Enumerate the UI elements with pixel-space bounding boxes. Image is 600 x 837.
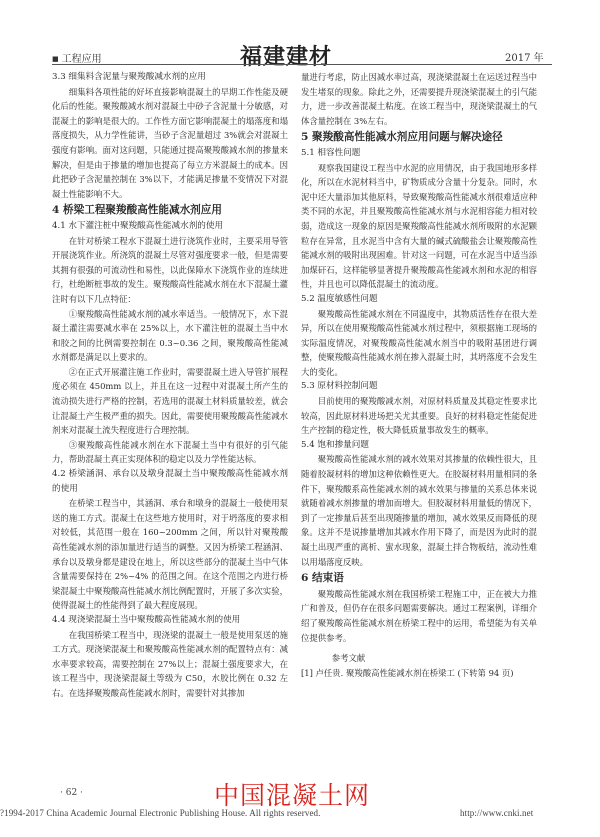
paragraph: ①聚羧酸高性能减水剂的减水率适当。一般情况下，水下混凝土灌注需要减水率在 25%以上，水下灌注桩的混凝土当中水和胶之间的比例需要控制在 0.3~0.36 之间，聚羧酸高性能减水剂都是满足以上要求的。: [52, 308, 288, 363]
paragraph: 观察我国建设工程当中水泥的应用情况，由于我国地形多样化，所以在水泥材料当中，矿物质成分含量十分复杂。同时，水泥中还大量添加其他原料，导致聚羧酸高性能减水剂很难适应种类不同的水泥，并且聚羧酸高性能减水剂与水泥相容能力相对较弱，造成这一现象的原因是聚羧酸高性能减水剂所吸附的水泥颗粒存在异常，且水泥当中含有大量的碱式硫酸盐会让聚羧酸高性能减水剂的吸附出现困难。针对这一问题，可在水泥当中适当添加煤矸石，这样能够显著提升聚羧酸高性能减水剂和水泥的相容性，并且也可以降低混凝土的流动度。: [301, 162, 537, 290]
right-text-column: [301, 70, 537, 680]
paragraph: 在针对桥梁工程水下混凝土进行浇筑作业时，主要采用导管开展浇筑作业。所浇筑的混凝土尽管对强度要求一般，但是需要其拥有很强的可流动性和易性，以此保障水下浇筑作业的连续进行，杜绝断桩事故的发生。聚羧酸高性能减水剂在水下混凝土灌注时有以下几点特征：: [52, 235, 288, 304]
paragraph: 在我国桥梁工程当中，现浇梁的混凝土一般是使用泵送的施工方式。现浇梁混凝土和聚羧酸高性能减水剂的配置特点有：减水率要求较高，需要控制在 27%以上；混凝土强度要求大，在该工程当中，现浇梁混凝土等级为 C50，水胶比例在 0.32 左右。在选择聚羧酸高性能减水剂时，需要针对其掺加: [52, 629, 288, 698]
paragraph: 聚羧酸高性能减水剂在我国桥梁工程施工中，正在被大力推广和普及，但仍存在很多问题需要解决。通过工程案例，详细介绍了聚羧酸高性能减水剂在桥梁工程中的运用，希望能为有关单位提供参考。: [301, 588, 537, 643]
subsection-heading: 3.3 细集料含泥量与聚羧酸减水剂的应用: [52, 72, 206, 82]
paragraph: 聚羧酸高性能减水剂在不同温度中，其物质活性存在很大差异，所以在使用聚羧酸高性能减水剂过程中，须根据施工现场的实际温度情况，对聚羧酸高性能减水剂当中的吸附基团进行调整，使聚羧酸高性能减水剂在掺入混凝土时，其坍落度不会发生大的变化。: [301, 308, 537, 377]
subsection-heading: 5.2 温度敏感性问题: [301, 293, 378, 304]
paragraph: ③聚羧酸高性能减水剂在水下混凝土当中有很好的引气能力，帮助混凝土真正实现体积的稳定以及力学性能达标。: [52, 439, 288, 465]
section-heading: 6 结束语: [301, 572, 344, 585]
paragraph: ②在正式开展灌注施工作业时，需要混凝土进入导管扩展程度必须在 450mm 以上，并且在这一过程中对混凝土所产生的流动损失进行严格的控制，若选用的混凝土材料质量较差，就会让混凝土产生极严重的损失。因此，需要使用聚羧酸高性能减水剂来对混凝土流失程度进行合理控制。: [52, 366, 288, 436]
subsection-heading: 5.3 原材料控制问题: [301, 381, 378, 392]
paragraph: 在桥梁工程当中，其涵洞、承台和墩身的混凝土一般使用泵送的施工方式。混凝土在这些地方使用时，对于坍落度的要求相对较低，其范围一般在 160~200mm 之间，所以针对聚羧酸高性能减水剂的添加量进行适当的调整。又因为桥梁工程涵洞、承台以及墩身都是建设在地上，所以这些部分的混凝土当中气体含量需要保持在 2%~4% 的范围之间。在这个范围之内进行桥梁混凝土中聚羧酸高性能减水剂比例配置时，开展了多次实验，使得混凝土的性能得到了最大程度展现。: [52, 498, 288, 611]
journal-title: 福建建材: [240, 44, 333, 70]
website-link[interactable]: http://www.cnki.net: [460, 808, 534, 818]
watermark-text: 中国混凝土网: [214, 781, 371, 810]
left-text-column: [52, 70, 288, 701]
subsection-heading: 4.1 水下灌注桩中聚羧酸高性能减水剂的使用: [52, 220, 224, 231]
paragraph: 聚羧酸高性能减水剂的减水效果对其掺量的依赖性很大，且随着胶凝材料的增加这种依赖性更大。在胶凝材料用量相同的条件下，聚羧酸系高性能减水剂的减水效果与掺量的关系总体来说就随着减水剂掺量的增加而增大。但胶凝材料用量低的情况下，到了一定掺量后甚至出现随掺量的增加，减水效果反而降低的现象。这并不是说掺量增加其减水作用下降了，而是因为此时的混凝土出现严重的离析、蜜水现象，混凝土拌合物板结，流动性难以用塌落度反映。: [301, 454, 537, 567]
header-year: 2017 年: [505, 53, 544, 64]
paragraph: 细集料各项性能的好坏直接影响混凝土的早期工作性能及硬化后的性能。聚羧酸减水剂对混凝土中砂子含泥量十分敏感，对混凝土的影响是很大的。工作性方面它影响混凝土的塌落度和塌落度损失，从力学性能讲，当砂子含泥量超过 3%就会对混凝土强度有影响。面对这问题，只能通过提高聚羧酸减水剂的掺量来解决，但是由于掺量的增加也提高了每立方米混凝土的成本。因此把砂子含泥量控制在 3%以下，才能满足掺量不变情况下对混凝土性能影响不大。: [52, 86, 288, 199]
header-section-label: ■ 工程应用: [52, 50, 102, 65]
subsection-heading: 4.4 现浇梁混凝土当中聚羧酸高性能减水剂的使用: [52, 614, 241, 625]
paragraph: 目前使用的聚羧酸减水剂，对原材料质量及其稳定性要求比较高，因此原材料进场把关尤其重要。良好的材料稳定性能促进生产控制的稳定性，极大降低质量事故发生的概率。: [301, 396, 537, 436]
section-heading: 4 桥梁工程聚羧酸高性能减水剂应用: [52, 204, 222, 217]
references-title: 参考文献: [331, 653, 366, 664]
subsection-heading: 5.1 相容性问题: [301, 147, 361, 158]
paragraph-continued: 量进行考虑，防止因减水率过高，现浇梁混凝土在运送过程当中发生堵泵的现象。除此之外，还需要提升现浇梁混凝土的引气能力，进一步改善混凝土粘度。在该工程当中，现浇梁混凝土的气体含量控制在 3%左右。: [301, 72, 537, 126]
page-number: · 62 ·: [60, 788, 83, 798]
subsection-heading: 5.4 饱和掺量问题: [301, 439, 369, 450]
reference-item: [1] 卢任贵. 聚羧酸高性能减水剂在桥梁工 (下转第 94 页): [301, 667, 514, 678]
copyright-text: ?1994-2017 China Academic Journal Electronic Publishing House. All rights reserved.: [0, 808, 321, 818]
section-heading: 5 聚羧酸高性能减水剂应用问题与解决途径: [301, 131, 503, 144]
subsection-heading: 4.2 桥梁涵洞、承台以及墩身混凝土当中聚羧酸高性能减水剂的使用: [52, 469, 288, 494]
header-divider: [52, 64, 552, 65]
